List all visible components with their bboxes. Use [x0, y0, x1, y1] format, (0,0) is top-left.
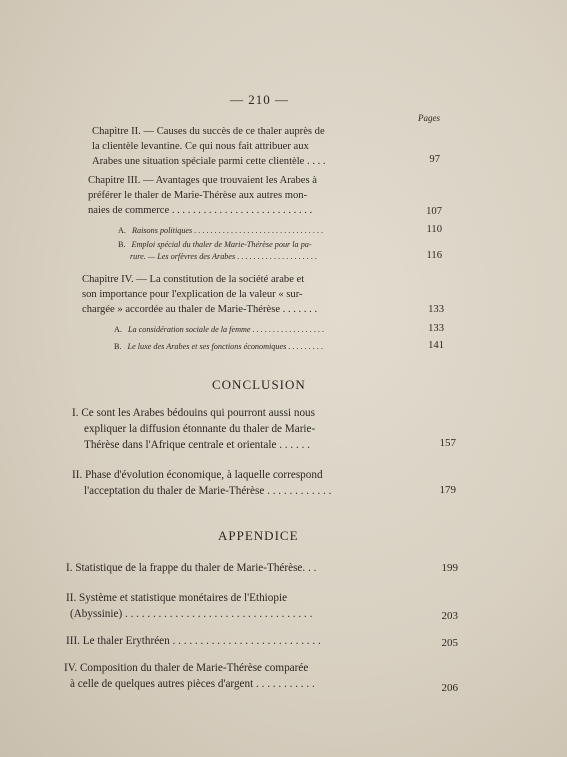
conclusion-item-2 — [72, 467, 422, 499]
toc-line: Thérèse dans l'Afrique centrale et orientale . . . . . . — [84, 439, 310, 451]
toc-entry-chapter-4 — [82, 272, 422, 317]
subentry-tag: A. — [118, 226, 126, 235]
page-ref: 133 — [428, 323, 444, 334]
subentry-text: Raisons politiques . . . . . . . . . . . . . . . . . . . . . . . . . . . . . . . . — [131, 226, 324, 235]
toc-line: III. Le thaler Erythréen . . . . . . . . . . . . . . . . . . . . . . . . . . . — [66, 635, 321, 647]
appendice-item-4 — [64, 660, 426, 692]
section-title-conclusion: CONCLUSION — [212, 377, 306, 392]
toc-line: I. Ce sont les Arabes bédouins qui pourront aussi nous — [72, 407, 315, 419]
toc-entry-chapter-2 — [92, 124, 412, 169]
subentry-tag: A. — [114, 325, 122, 334]
toc-line: préférer le thaler de Marie-Thérèse aux autres mon- — [88, 190, 308, 201]
toc-line: I. Statistique de la frappe du thaler de Marie-Thérèse. . . — [66, 562, 317, 574]
toc-line: son importance pour l'explication de la valeur « sur- — [82, 289, 303, 300]
toc-line: Chapitre III. — Avantages que trouvaient les Arabes à — [88, 175, 317, 186]
subentry-text: Emploi spécial du thaler de Marie-Thérèse pour la pa- — [131, 240, 312, 249]
toc-line: II. Système et statistique monétaires de l'Ethiopie — [66, 592, 288, 604]
appendice-item-1 — [66, 560, 426, 576]
section-title-appendice: APPENDICE — [218, 528, 299, 543]
page-ref: 110 — [426, 224, 442, 235]
toc-subentry — [114, 342, 323, 351]
appendice-item-3 — [66, 633, 426, 649]
page-ref: 206 — [441, 682, 458, 694]
page-ref: 107 — [426, 206, 442, 217]
toc-line: Chapitre II. — Causes du succès de ce thaler auprès de — [92, 126, 325, 137]
page-ref: 133 — [428, 304, 444, 315]
conclusion-item-1 — [72, 405, 422, 453]
page-ref: 116 — [426, 250, 442, 261]
toc-subentry — [118, 240, 312, 249]
page-ref: 199 — [441, 562, 458, 574]
toc-line: l'acceptation du thaler de Marie-Thérèse . . . . . . . . . . . . — [84, 485, 332, 497]
toc-line: la clientèle levantine. Ce qui nous fait attribuer aux — [92, 141, 309, 152]
toc-entry-chapter-3 — [88, 173, 418, 218]
toc-line: naies de commerce . . . . . . . . . . . . . . . . . . . . . . . . . . . — [88, 205, 313, 216]
toc-line: à celle de quelques autres pièces d'argent . . . . . . . . . . . — [70, 678, 315, 690]
subentry-text: Le luxe des Arabes et ses fonctions économiques . . . . . . . . . — [127, 342, 324, 351]
page-ref: 157 — [439, 437, 456, 449]
toc-line: Arabes une situation spéciale parmi cette clientèle . . . . — [92, 156, 326, 167]
page-number: — 210 — — [230, 92, 289, 107]
toc-line: II. Phase d'évolution économique, à laquelle correspond — [72, 469, 323, 481]
subentry-text: La considération sociale de la femme . . . . . . . . . . . . . . . . . . — [127, 325, 325, 334]
subentry-tag: B. — [114, 342, 122, 351]
page-ref: 141 — [428, 340, 444, 351]
toc-line: Chapitre IV. — La constitution de la société arabe et — [82, 274, 305, 285]
appendice-item-2 — [66, 590, 426, 622]
page-ref: 179 — [439, 484, 456, 496]
toc-subentry — [114, 325, 324, 334]
page-ref: 203 — [441, 610, 458, 622]
toc-subentry — [118, 226, 323, 235]
toc-line: IV. Composition du thaler de Marie-Thérèse comparée — [64, 662, 309, 674]
toc-subentry-continuation: rure. — Les orfèvres des Arabes . . . . . . . . . . . . . . . . . . . . — [130, 252, 318, 261]
subentry-tag: B. — [118, 240, 126, 249]
page-ref: 205 — [441, 637, 458, 649]
toc-line: (Abyssinie) . . . . . . . . . . . . . . . . . . . . . . . . . . . . . . . . . . — [70, 608, 313, 620]
page-ref: 97 — [429, 154, 440, 165]
toc-line: expliquer la diffusion étonnante du thaler de Marie- — [84, 423, 316, 435]
toc-line: chargée » accordée au thaler de Marie-Thérèse . . . . . . . — [82, 304, 318, 315]
pages-column-header: Pages — [418, 113, 440, 123]
